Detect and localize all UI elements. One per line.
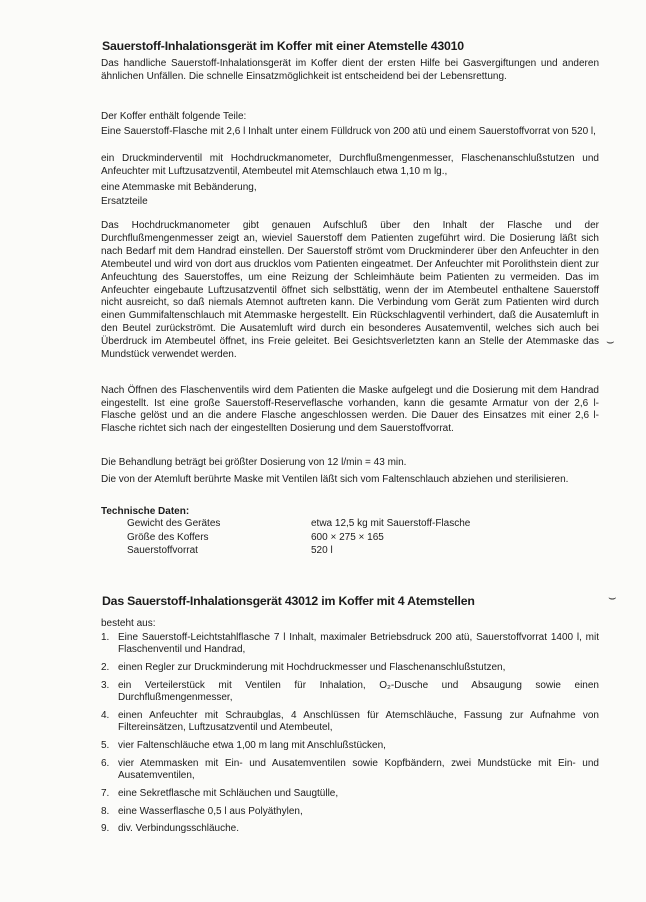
list-item-text: ein Verteilerstück mit Ventilen für Inhalation, O₂-Dusche und Absaugung sowie einen Durchflußmengenmesser, [118, 679, 599, 704]
operation-paragraph: Nach Öffnen des Flaschenventils wird dem Patienten die Maske aufgelegt und die Dosierung mit dem Handrad eingestellt. Ist eine große Sauerstoff-Reserveflasche vorhanden, kann die gesamte Armatur von der 2,6 l-Flasche gelöst und an die andere Flasche angeschlossen werden. Die Dauer des Einsatzes mit einer 2,6 l-Flasche richtet sich nach der eingestellten Dosierung und dem Sauerstoffvorrat. [101, 385, 599, 434]
list-item-text: vier Atemmasken mit Ein- und Ausatemventilen sowie Kopfbändern, zwei Mundstücke mit Ein- und Ausatemventilen, [118, 757, 599, 782]
parts-heading: Der Koffer enthält folgende Teile: [101, 111, 247, 122]
list-item [101, 806, 599, 818]
list-item [101, 740, 599, 752]
parts-item: ein Druckminderventil mit Hochdruckmanometer, Durchflußmengenmesser, Flaschenanschlußstutzen und Anfeuchter mit Luftzusatzventil, Atembeutel mit Atemschlauch etwa 1,10 m lg., [101, 153, 599, 177]
list-item [101, 758, 599, 783]
margin-mark: ⌣ [608, 590, 617, 605]
components-list [101, 632, 599, 841]
list-item-number: 1. [101, 632, 110, 643]
section1-intro: Das handliche Sauerstoff-Inhalationsgerät im Koffer dient der ersten Hilfe bei Gasvergiftungen und anderen ähnlichen Unfällen. Die schnelle Einsatzmöglichkeit ist entscheidend bei der Lebensrettung. [101, 58, 599, 82]
list-item-text: eine Sekretflasche mit Schläuchen und Saugtülle, [118, 787, 339, 799]
list-item-text: vier Faltenschläuche etwa 1,00 m lang mit Anschlußstücken, [118, 740, 386, 752]
list-item-number: 6. [101, 757, 110, 769]
list-item [101, 823, 599, 835]
spec-value: 600 × 275 × 165 [311, 531, 384, 543]
list-item-text: einen Anfeuchter mit Schraubglas, 4 Anschlüssen für Atemschläuche, Fassung zur Aufnahme von Filtereinsätzen, Luftzusatzventil und Atembeutel, [118, 709, 599, 734]
list-item [101, 632, 599, 657]
list-item-number: 5. [101, 740, 110, 752]
spec-value: etwa 12,5 kg mit Sauerstoff-Flasche [311, 518, 471, 529]
spec-row [127, 518, 470, 532]
list-item-number: 3. [101, 679, 110, 691]
list-item [101, 662, 599, 674]
spec-label: Größe des Koffers [127, 531, 209, 543]
section2-intro: besteht aus: [101, 618, 156, 629]
list-item-number: 8. [101, 805, 110, 817]
spec-row [127, 545, 470, 559]
list-item-text: eine Wasserflasche 0,5 l aus Polyäthylen, [118, 805, 303, 817]
parts-item: eine Atemmaske mit Bebänderung, [101, 182, 257, 193]
spec-label: Gewicht des Gerätes [127, 518, 221, 529]
cleaning-paragraph: Die von der Atemluft berührte Maske mit Ventilen läßt sich vom Faltenschlauch abziehen und sterilisieren. [101, 474, 569, 485]
spec-label: Sauerstoffvorrat [127, 545, 198, 556]
spec-value: 520 l [311, 545, 333, 556]
list-item-number: 2. [101, 662, 110, 674]
parts-item: Eine Sauerstoff-Flasche mit 2,6 l Inhalt unter einem Fülldruck von 200 atü und einem Sauerstoffvorrat von 520 l, [101, 126, 596, 137]
list-item-text: einen Regler zur Druckminderung mit Hochdruckmesser und Flaschenanschlußstutzen, [118, 662, 506, 674]
list-item [101, 788, 599, 800]
tech-data-table [127, 518, 470, 559]
list-item [101, 680, 599, 705]
list-item [101, 710, 599, 735]
parts-item: Ersatzteile [101, 196, 148, 207]
tech-data-heading: Technische Daten: [101, 506, 190, 517]
section2-title: Das Sauerstoff-Inhalationsgerät 43012 im Koffer mit 4 Atemstellen [102, 594, 475, 608]
description-paragraph: Das Hochdruckmanometer gibt genauen Aufschluß über den Inhalt der Flasche und der Durchflußmengenmesser zeigt an, wieviel Sauerstoff dem Patienten zugeführt wird. Die Dosierung läßt sich nach Bedarf mit dem Handrad einstellen. Der Sauerstoff strömt vom Druckminderer über den Anfeuchter in den Atembeutel und wird von dort aus drucklos vom Patienten eingeatmet. Der Anfeuchter mit Porolithstein dient zur Anfeuchtung des Sauerstoffes, um eine Reizung der Schleimhäute beim Patienten zu vermeiden. Das im Anfeuchter eingebaute Luftzusatzventil öffnet sich selbsttätig, wenn der im Atembeutel enthaltene Sauerstoff nicht ausreicht, so daß niemals Atemnot auftreten kann. Die Verbindung vom Gerät zum Patienten wird durch einen Gummifaltenschlauch mit Atemmaske hergestellt. Ein Rückschlagventil verhindert, daß die Ausatemluft in den Beutel zurückströmt. Die Ausatemluft wird durch ein besonderes Ausatemventil, welches sich auch bei Überdruck im Atembeutel öffnet, ins Freie geleitet. Bei Gesichtsverletzten kann an Stelle der Atemmaske das Mundstück verwendet werden. [101, 220, 599, 361]
list-item-text: Eine Sauerstoff-Leichtstahlflasche 7 l Inhalt, maximaler Betriebsdruck 200 atü, Sauerstoffvorrat 1400 l, mit Flaschenventil und Handrad, [118, 632, 599, 656]
section1-title: Sauerstoff-Inhalationsgerät im Koffer mit einer Atemstelle 43010 [102, 39, 464, 53]
duration-line: Die Behandlung beträgt bei größter Dosierung von 12 l/min = 43 min. [101, 457, 407, 468]
list-item-text: div. Verbindungsschläuche. [118, 823, 240, 835]
list-item-number: 4. [101, 709, 110, 721]
margin-mark: ⌣ [606, 334, 615, 349]
list-item-number: 9. [101, 823, 110, 835]
spec-row [127, 532, 470, 546]
list-item-number: 7. [101, 787, 110, 799]
